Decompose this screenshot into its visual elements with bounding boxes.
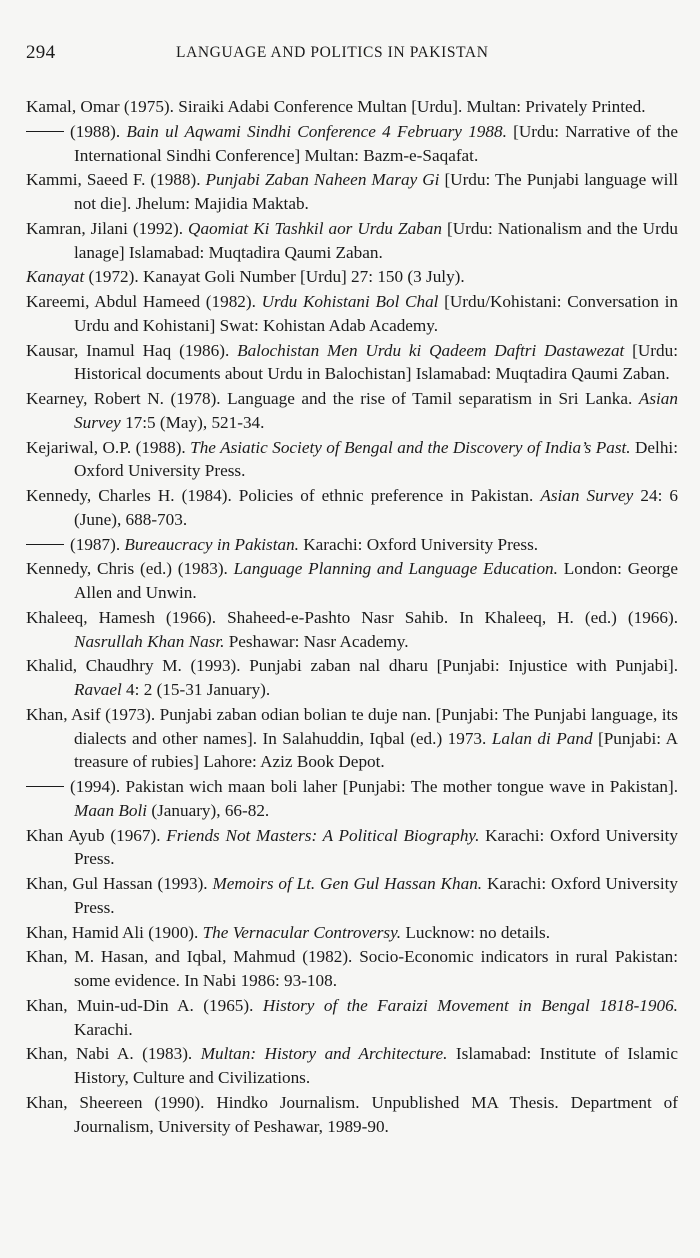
bibliography-entry: Kamal, Omar (1975). Siraiki Adabi Conference Multan [Urdu]. Multan: Privately Printed. xyxy=(26,97,646,116)
bibliography-entry: (1994). Pakistan wich maan boli laher [Punjabi: The mother tongue wave in Pakistan]. Maan Boli (January), 66-82. xyxy=(26,775,678,822)
bibliography-entry: Khan, Muin-ud-Din A. (1965). History of the Faraizi Movement in Bengal 1818-1906. Karachi. xyxy=(26,995,678,1039)
bibliography-entry: Kearney, Robert N. (1978). Language and the rise of Tamil separatism in Sri Lanka. Asian Survey 17:5 (May), 521-34. xyxy=(26,389,678,432)
bibliography-entry: Kanayat (1972). Kanayat Goli Number [Urdu] 27: 150 (3 July). xyxy=(26,267,465,287)
ditto-dash xyxy=(26,544,64,545)
bibliography-entry: Kausar, Inamul Haq (1986). Balochistan Men Urdu ki Qadeem Daftri Dastawezat [Urdu: Historical documents about Urdu in Balochistan] Islamabad: Muqtadira Qaumi Zaban. xyxy=(26,340,678,384)
bibliography-entry: Kammi, Saeed F. (1988). Punjabi Zaban Naheen Maray Gi [Urdu: The Punjabi language will not die]. Jhelum: Majidia Maktab. xyxy=(26,170,678,213)
ditto-dash xyxy=(26,131,64,132)
bibliography-entry: Khan, Nabi A. (1983). Multan: History and Architecture. Islamabad: Institute of Islamic History, Culture and Civilizations. xyxy=(26,1044,678,1088)
bibliography-entry: Khaleeq, Hamesh (1966). Shaheed-e-Pashto Nasr Sahib. In Khaleeq, H. (ed.) (1966). Nasrullah Khan Nasr. Peshawar: Nasr Academy. xyxy=(26,607,678,651)
bibliography-entry: Khan, Gul Hassan (1993). Memoirs of Lt. Gen Gul Hassan Khan. Karachi: Oxford University Press. xyxy=(26,874,678,917)
bibliography-entry: Khan, Asif (1973). Punjabi zaban odian bolian te duje nan. [Punjabi: The Punjabi language, its dialects and other names]. In Salahuddin, Iqbal (ed.) 1973. Lalan di Pand [Punjabi: A treasure of rubies] Lahore: Aziz Book Depot. xyxy=(26,704,678,772)
bibliography-entry: Kejariwal, O.P. (1988). The Asiatic Society of Bengal and the Discovery of India’s Past. Delhi: Oxford University Press. xyxy=(26,437,678,481)
bibliography-entry: Khan, M. Hasan, and Iqbal, Mahmud (1982). Socio-Economic indicators in rural Pakistan: some evidence. In Nabi 1986: 93-108. xyxy=(26,947,678,991)
ditto-dash xyxy=(26,786,64,787)
bibliography-entry: Kareemi, Abdul Hameed (1982). Urdu Kohistani Bol Chal [Urdu/Kohistani: Conversation in Urdu and Kohistani] Swat: Kohistan Adab Academy. xyxy=(26,292,678,335)
bibliography-entry: (1987). Bureaucracy in Pakistan. Karachi: Oxford University Press. xyxy=(26,533,678,557)
bibliography-entry: (1988). Bain ul Aqwami Sindhi Conference 4 February 1988. [Urdu: Narrative of the International Sindhi Conference] Multan: Bazm-e-Saqafat. xyxy=(26,120,678,167)
bibliography-entry: Khan, Sheereen (1990). Hindko Journalism. Unpublished MA Thesis. Department of Journalism, University of Peshawar, 1989-90. xyxy=(26,1092,678,1136)
bibliography-list xyxy=(26,95,678,1139)
bibliography-entry: Khalid, Chaudhry M. (1993). Punjabi zaban nal dharu [Punjabi: Injustice with Punjabi]. Ravael 4: 2 (15-31 January). xyxy=(26,656,678,700)
page-number: 294 xyxy=(26,42,56,63)
bibliography-entry: Kamran, Jilani (1992). Qaomiat Ki Tashkil aor Urdu Zaban [Urdu: Nationalism and the Urdu lanage] Islamabad: Muqtadira Qaumi Zaban. xyxy=(26,218,678,262)
bibliography-entry: Khan Ayub (1967). Friends Not Masters: A Political Biography. Karachi: Oxford University Press. xyxy=(26,825,678,869)
bibliography-entry: Khan, Hamid Ali (1900). The Vernacular Controversy. Lucknow: no details. xyxy=(26,922,550,942)
bibliography-entry: Kennedy, Charles H. (1984). Policies of ethnic preference in Pakistan. Asian Survey 24: 6 (June), 688-703. xyxy=(26,486,678,529)
running-head: LANGUAGE AND POLITICS IN PAKISTAN xyxy=(176,44,489,61)
bibliography-entry: Kennedy, Chris (ed.) (1983). Language Planning and Language Education. London: George Allen and Unwin. xyxy=(26,559,678,603)
page-header xyxy=(26,42,676,68)
